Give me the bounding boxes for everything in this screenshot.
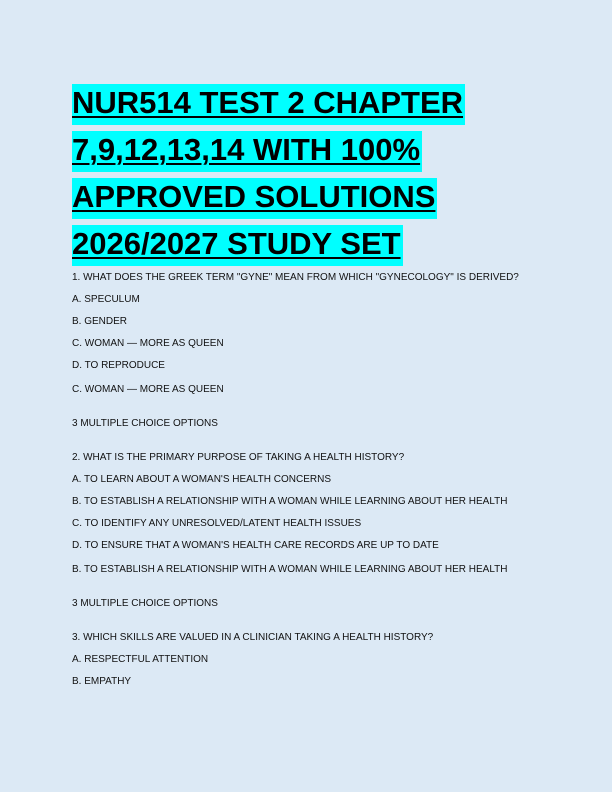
question-1-option-a: A. SPECULUM bbox=[72, 294, 140, 305]
question-3-option-a: A. RESPECTFUL ATTENTION bbox=[72, 654, 209, 665]
question-2-option-a: A. TO LEARN ABOUT A WOMAN'S HEALTH CONCERNS bbox=[72, 474, 332, 485]
question-2-option-d: D. TO ENSURE THAT A WOMAN'S HEALTH CARE RECORDS ARE UP TO DATE bbox=[72, 540, 439, 551]
question-2-text: 2. WHAT IS THE PRIMARY PURPOSE OF TAKING A HEALTH HISTORY? bbox=[72, 452, 405, 463]
questions-list bbox=[72, 272, 552, 698]
question-1-note: 3 MULTIPLE CHOICE OPTIONS bbox=[72, 418, 218, 429]
question-2-option-b: B. TO ESTABLISH A RELATIONSHIP WITH A WOMAN WHILE LEARNING ABOUT HER HEALTH bbox=[72, 496, 508, 507]
question-2-answer: B. TO ESTABLISH A RELATIONSHIP WITH A WOMAN WHILE LEARNING ABOUT HER HEALTH bbox=[72, 564, 508, 575]
question-1-option-b: B. GENDER bbox=[72, 316, 128, 327]
title-line-1: NUR514 TEST 2 CHAPTER bbox=[72, 84, 465, 125]
document-title bbox=[72, 84, 542, 272]
question-2-note: 3 MULTIPLE CHOICE OPTIONS bbox=[72, 598, 218, 609]
question-2-option-c: C. TO IDENTIFY ANY UNRESOLVED/LATENT HEALTH ISSUES bbox=[72, 518, 362, 529]
title-line-3: APPROVED SOLUTIONS bbox=[72, 178, 437, 219]
title-line-4: 2026/2027 STUDY SET bbox=[72, 225, 403, 266]
question-1-option-d: D. TO REPRODUCE bbox=[72, 360, 165, 371]
question-1-option-c: C. WOMAN — MORE AS QUEEN bbox=[72, 338, 224, 349]
question-3-option-b: B. EMPATHY bbox=[72, 676, 132, 687]
question-1-answer: C. WOMAN — MORE AS QUEEN bbox=[72, 384, 224, 395]
question-3-text: 3. WHICH SKILLS ARE VALUED IN A CLINICIAN TAKING A HEALTH HISTORY? bbox=[72, 632, 434, 643]
question-1-text: 1. WHAT DOES THE GREEK TERM "GYNE" MEAN FROM WHICH "GYNECOLOGY" IS DERIVED? bbox=[72, 272, 519, 283]
title-line-2: 7,9,12,13,14 WITH 100% bbox=[72, 131, 422, 172]
